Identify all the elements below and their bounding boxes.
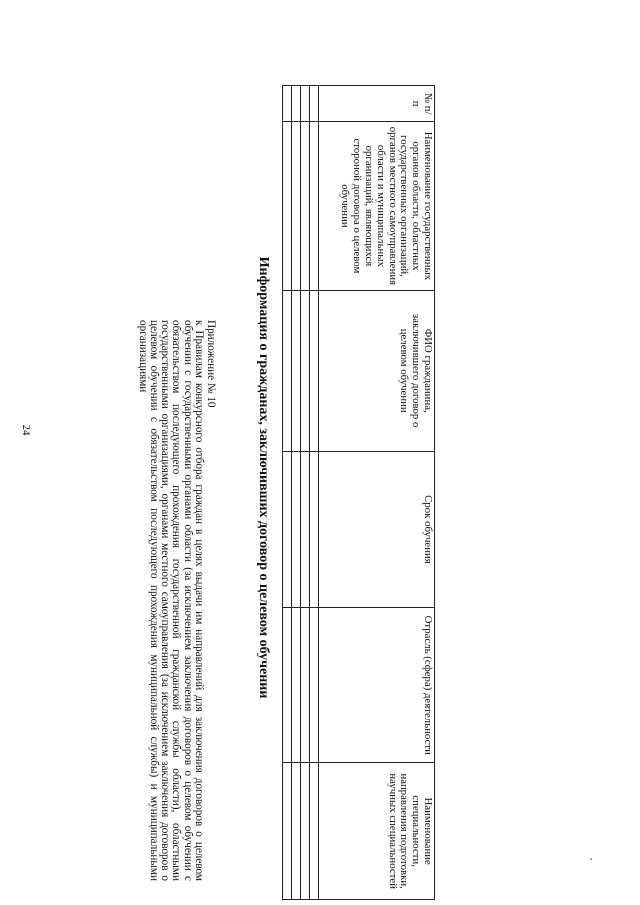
col-specialty: Наименование специальности, направления подготовки, научных специальностей <box>319 763 435 900</box>
table-row <box>301 86 310 900</box>
scan-speck <box>590 858 592 860</box>
table-row <box>283 86 292 900</box>
col-study-period: Срок обучения <box>319 451 435 607</box>
appendix-title: Приложение № 10 <box>205 320 217 408</box>
appendix-text: к Правилам конкурсного отбора граждан в целях выдачи им направлений для заключения договоров о целевом обучении с государственными органами области (за исключением заключения договоров о целевом обучении с обязательством последующего прохождения государственной гражданской службы области), областными государственными организациями, органами местного самоуправления (за исключением заключения договоров о целевом обучении с обязательством последующего прохождения муниципальной службы) и муниципальными организациями <box>136 320 205 881</box>
appendix-block <box>137 320 216 881</box>
col-industry: Отрасль (сфера) деятельности <box>319 608 435 763</box>
page-number: 24 <box>20 424 32 436</box>
table-row <box>310 86 319 900</box>
citizens-info-table <box>282 85 435 900</box>
table-row <box>292 86 301 900</box>
table-header-row <box>319 86 435 900</box>
col-organization: Наименование государственных органов области, областных государственных организаций, органов местного самоуправления области и муниципальных организаций, являющихся стороной договора о целевом обучении <box>319 122 435 290</box>
col-citizen-name: ФИО гражданина, заключившего договор о целевом обучении <box>319 290 435 451</box>
document-heading: Информация о гражданах, заключивших договор о целевом обучении <box>256 256 271 699</box>
col-number: № п/п <box>319 86 435 122</box>
